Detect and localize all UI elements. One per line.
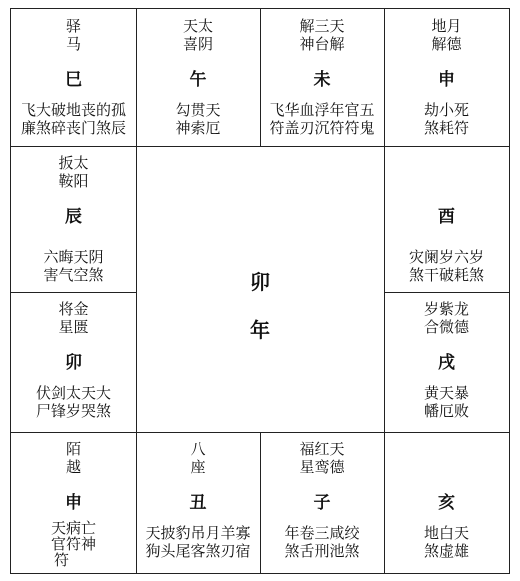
cell-si-top-line1: 驿 [65,17,81,35]
cell-shen-bottom [384,101,509,137]
cell-wu-top [136,17,260,53]
cell-shen-top-line2: 解德 [431,35,462,53]
cell-hai-bottom [384,524,509,560]
cell-wu-top-line2: 喜阴 [182,35,213,53]
cell-chou-top [136,440,260,476]
cell-mao-bottom-line2: 尸锋岁哭煞 [35,402,111,420]
cell-xu-branch: 戌 [438,353,455,373]
cell-xu-top-line1: 岁紫龙 [423,300,469,318]
cell-chen-top [11,154,136,190]
cell-yin-branch: 申 [65,493,82,513]
cell-mao-bottom-line1: 伏剑太天大 [35,384,111,402]
cell-chou-bottom-line1: 天披豹吊月羊寡 [145,524,251,542]
cell-wei-bottom-line1: 飞华血浮年官五 [269,101,375,119]
cell-xu-bottom [384,384,509,420]
cell-si-branch: 巳 [65,70,82,90]
cell-wu-bottom-line1: 勾贯天 [175,101,221,119]
cell-hai-bottom-line1: 地白天 [423,524,469,542]
cell-chen-top-line1: 扳太 [58,154,89,172]
cell-chou-branch: 丑 [189,493,207,513]
cell-wei-top-line2: 神台解 [299,35,345,53]
cell-chen-bottom-line2: 害气空煞 [43,266,104,284]
cell-you-branch: 酉 [438,207,455,227]
cell-wu-bottom-line2: 神索厄 [175,119,221,137]
cell-chou [136,432,260,573]
cell-si [11,9,136,146]
cell-yin [11,432,136,573]
cell-chen [11,146,136,292]
cell-mao [11,292,136,432]
cell-shen-top-line1: 地月 [431,17,462,35]
cell-wu-bottom [136,101,260,137]
cell-zi-top-line2: 星鸾德 [299,458,345,476]
cell-wei-top-line1: 解三天 [299,17,345,35]
cell-you-bottom-line1: 灾阑岁六岁 [408,248,484,266]
cell-wei-bottom [260,101,384,137]
cell-chen-branch: 辰 [65,207,82,227]
cell-chen-bottom [11,248,136,284]
cell-xu-top [384,300,509,336]
cell-zi [260,432,384,573]
cell-xu-top-line2: 合微德 [423,318,469,336]
cell-you-bottom-line2: 煞干破耗煞 [408,266,484,284]
year-chart-board [10,8,510,574]
cell-zi-top-line1: 福红天 [299,440,345,458]
cell-chou-bottom-line2: 狗头尾客煞刃宿 [145,542,251,560]
cell-wei-top [260,17,384,53]
center-text-line2: 年 [250,318,270,342]
cell-wei [260,9,384,146]
cell-chou-top-line2: 座 [190,458,206,476]
cell-si-top [11,17,136,53]
cell-yin-bottom-line1: 天病亡 [50,519,96,537]
cell-yin-bottom [11,520,136,568]
center-text-line1: 卯 [250,270,270,294]
cell-yin-top-line1: 陌 [65,440,81,458]
cell-wu-top-line1: 天太 [182,17,213,35]
cell-shen [384,9,509,146]
cell-yin-top [11,440,136,476]
cell-zi-bottom [260,524,384,560]
cell-yin-bottom-line3: 符 [54,551,70,569]
cell-si-bottom-line2: 廉煞碎丧门煞辰 [20,119,126,137]
cell-zi-branch: 子 [313,493,331,513]
cell-wu-branch: 午 [189,70,207,90]
cell-you-bottom [384,248,509,284]
cell-chou-top-line1: 八 [190,440,206,458]
cell-chen-top-line2: 鞍阳 [58,172,89,190]
cell-hai [384,432,509,573]
cell-yin-bottom-line2: 官符神 [50,535,96,553]
cell-si-bottom [11,101,136,137]
cell-xu-bottom-line1: 黄天暴 [423,384,469,402]
cell-yin-top-line2: 越 [65,458,81,476]
cell-chou-bottom [136,524,260,560]
cell-you [384,146,509,292]
cell-zi-bottom-line2: 煞舌刑池煞 [284,542,360,560]
cell-shen-top [384,17,509,53]
cell-chen-bottom-line1: 六晦天阴 [43,248,104,266]
cell-mao-top-line1: 将金 [58,300,89,318]
cell-xu-bottom-line2: 幡厄败 [423,402,469,420]
cell-shen-bottom-line2: 煞耗符 [423,119,469,137]
cell-si-bottom-line1: 飞大破地丧的孤 [20,101,126,119]
cell-si-top-line2: 马 [65,35,81,53]
cell-shen-bottom-line1: 劫小死 [423,101,469,119]
center-panel [136,146,384,432]
cell-xu [384,292,509,432]
cell-mao-top [11,300,136,336]
cell-zi-bottom-line1: 年卷三咸绞 [284,524,360,542]
cell-wei-branch: 未 [313,70,331,90]
cell-hai-branch: 亥 [438,493,455,513]
cell-wu [136,9,260,146]
cell-wei-bottom-line2: 符盖刃沉符符鬼 [269,119,375,137]
cell-hai-bottom-line2: 煞虚雄 [423,542,469,560]
cell-zi-top [260,440,384,476]
cell-mao-bottom [11,384,136,420]
cell-mao-branch: 卯 [65,353,82,373]
cell-shen-branch: 申 [438,70,455,90]
cell-mao-top-line2: 星匮 [58,318,89,336]
